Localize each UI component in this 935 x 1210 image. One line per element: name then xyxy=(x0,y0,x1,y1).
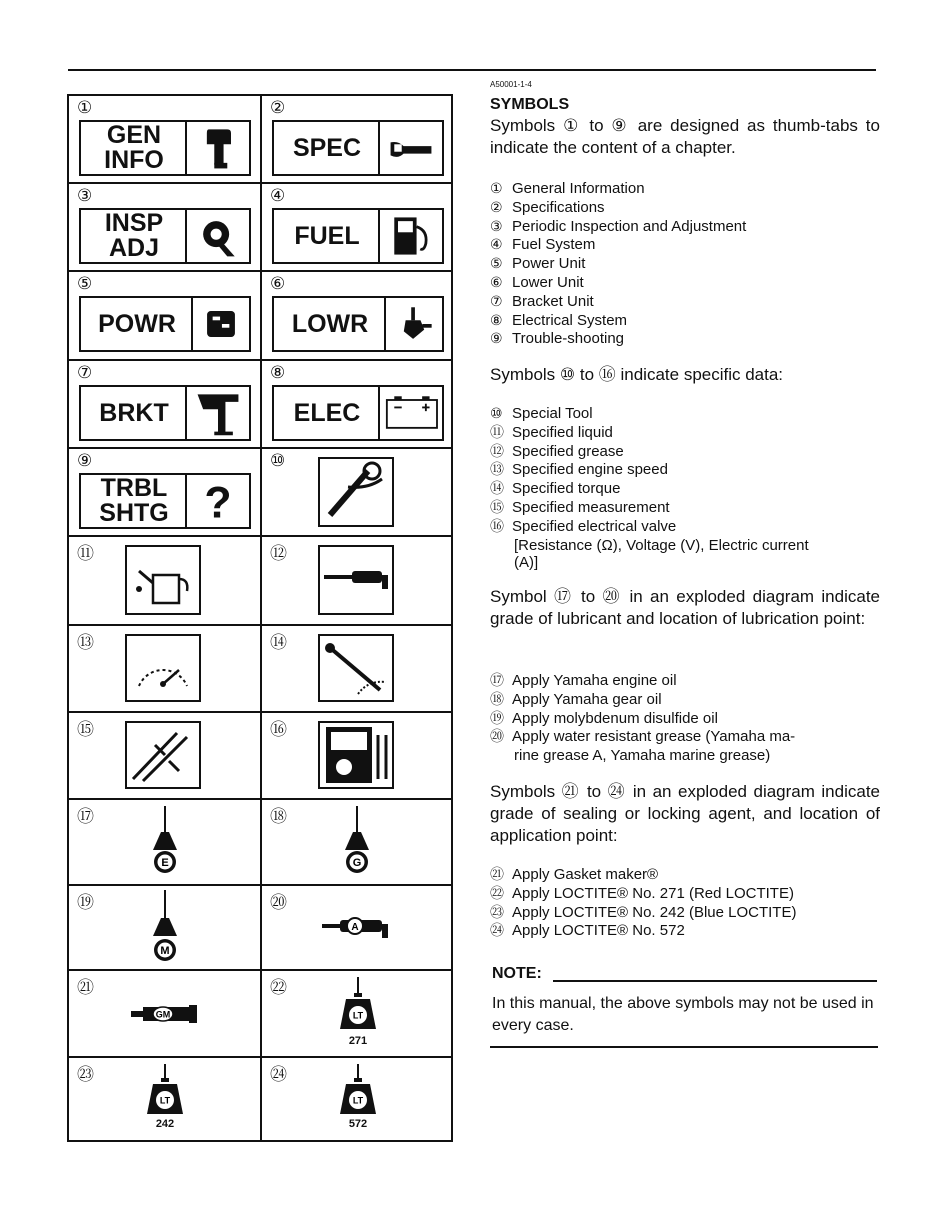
list-label: Apply LOCTITE® No. 242 (Blue LOCTITE) xyxy=(512,903,797,921)
fuel-pump-icon xyxy=(378,210,442,262)
list-item xyxy=(490,499,809,518)
symbol-grid xyxy=(67,94,453,1142)
list-item xyxy=(490,405,809,424)
list-item xyxy=(490,461,809,480)
trbl-shtg-tab xyxy=(79,473,251,529)
symbol-number: ⑩ xyxy=(270,451,286,471)
symbol-number: ⑦ xyxy=(77,363,93,383)
special-tool-icon xyxy=(318,457,394,527)
symbol-cell-1 xyxy=(69,96,260,182)
symbol-cell-2 xyxy=(262,96,453,182)
tab-label: SPEC xyxy=(292,133,362,162)
list-label: Apply LOCTITE® No. 572 xyxy=(512,922,685,940)
list-marker: ㉑ xyxy=(490,867,504,883)
list-marker: ⑮ xyxy=(490,499,504,516)
list-label: Specified electrical valve xyxy=(512,517,677,535)
symbol-cell-9 xyxy=(69,449,260,535)
oil-grade-letter: G xyxy=(352,857,362,869)
symbol-number: ㉒ xyxy=(270,978,287,998)
data-list xyxy=(490,405,809,572)
list-item xyxy=(490,443,809,462)
tab-label: POWR xyxy=(98,309,176,338)
symbol-number: ⑫ xyxy=(270,544,287,564)
symbol-number: ⑮ xyxy=(77,720,94,740)
engine-oil-icon xyxy=(145,806,185,880)
list-label: Apply Yamaha gear oil xyxy=(512,690,662,708)
list-marker: ① xyxy=(490,181,503,197)
tab-label-line2: INFO xyxy=(104,146,164,174)
powr-tab xyxy=(79,296,251,352)
list-label: Fuel System xyxy=(512,236,596,254)
list-item xyxy=(490,424,809,443)
symbol-number: ㉔ xyxy=(270,1065,287,1085)
gen-info-tab xyxy=(79,120,251,176)
symbol-cell-3 xyxy=(69,184,260,270)
list-label: Apply Yamaha engine oil xyxy=(512,672,677,689)
list-marker: ⑯ xyxy=(490,518,504,535)
symbol-cell-10 xyxy=(262,449,453,535)
caliper-icon xyxy=(125,721,201,789)
seal-intro: Symbols ㉑ to ㉔ in an exploded diagram indicate grade of sealing or locking agent, and location of application point: xyxy=(490,782,880,845)
loctite-271-icon xyxy=(336,977,380,1035)
water-resistant-grease-icon xyxy=(322,912,394,942)
list-label: Special Tool xyxy=(512,405,593,422)
list-marker: ⑧ xyxy=(490,312,503,329)
list-marker: ⑥ xyxy=(490,274,503,291)
symbol-cell-19 xyxy=(69,886,260,969)
battery-icon xyxy=(378,387,442,439)
list-item xyxy=(490,312,746,331)
list-marker: ㉒ xyxy=(490,885,504,902)
loctite-number: 572 xyxy=(348,1118,368,1130)
list-marker: ⑲ xyxy=(490,710,504,727)
elec-tab xyxy=(272,385,444,441)
list-marker: ⑬ xyxy=(490,462,504,479)
micrometer-icon xyxy=(378,122,442,174)
list-item xyxy=(490,728,795,747)
list-item xyxy=(490,518,809,537)
list-label: Trouble-shooting xyxy=(512,330,625,348)
torque-wrench-icon xyxy=(318,634,394,702)
list-label: Apply LOCTITE® No. 271 (Red LOCTITE) xyxy=(512,884,794,902)
intro-paragraph: Symbols ① to ⑨ are designed as thumb-tabs to indicate the content of a chapter. xyxy=(490,116,880,157)
list-marker: ⑩ xyxy=(490,406,503,422)
symbol-cell-5 xyxy=(69,272,260,359)
fuel-tab xyxy=(272,208,444,264)
question-mark-icon xyxy=(185,475,249,527)
gear-oil-icon xyxy=(337,806,377,880)
list-item xyxy=(490,330,746,349)
tab-label: LOWR xyxy=(291,309,369,338)
gasket-maker-tube-icon xyxy=(131,999,203,1029)
symbol-cell-14 xyxy=(262,626,453,711)
symbol-number: ⑨ xyxy=(77,451,93,471)
symbol-cell-16 xyxy=(262,713,453,798)
list-item xyxy=(490,922,796,941)
symbol-number: ② xyxy=(270,98,286,118)
list-item xyxy=(490,691,795,710)
list-label: Specifications xyxy=(512,198,605,216)
list-label: Specified engine speed xyxy=(512,461,668,479)
tab-label xyxy=(81,210,187,262)
brkt-tab xyxy=(79,385,251,441)
list-marker: ⑭ xyxy=(490,481,504,498)
list-marker: ⑱ xyxy=(490,691,504,708)
tab-label: FUEL xyxy=(294,221,360,250)
loctite-number: 242 xyxy=(155,1118,175,1130)
symbol-number: ⑳ xyxy=(270,893,287,913)
symbol-number: ⑰ xyxy=(77,807,94,827)
list-marker: ⑰ xyxy=(490,673,504,689)
oil-grade-letter: M xyxy=(160,945,170,957)
list-item xyxy=(490,904,796,923)
chapter-list xyxy=(490,180,746,349)
list-label: Bracket Unit xyxy=(512,292,594,310)
loctite-242-icon xyxy=(143,1064,187,1118)
spec-tab xyxy=(272,120,444,176)
tab-label-line2: SHTG xyxy=(99,499,169,527)
symbol-number: ⑪ xyxy=(77,544,94,564)
list-marker: ⑫ xyxy=(490,443,504,460)
lube-intro: Symbol ⑰ to ⑳ in an exploded diagram indicate grade of lubricant and location of lubrication point: xyxy=(490,587,880,628)
symbol-number: ⑯ xyxy=(270,720,287,740)
tab-label-line1: TRBL xyxy=(100,474,168,502)
symbol-number: ⑤ xyxy=(77,274,93,294)
list-label: General Information xyxy=(512,180,645,197)
list-note: [Resistance (Ω), Voltage (V), Electric current xyxy=(514,536,809,554)
lube-list xyxy=(490,672,795,765)
tab-label-line2: ADJ xyxy=(108,234,159,262)
seal-list xyxy=(490,866,796,941)
list-label: Apply water resistant grease (Yamaha ma- xyxy=(512,728,796,746)
symbol-cell-17 xyxy=(69,800,260,884)
list-label: Specified measurement xyxy=(512,498,670,516)
note-text: In this manual, the above symbols may not be used in every case. xyxy=(492,995,874,1034)
list-item xyxy=(490,218,746,237)
list-label: Electrical System xyxy=(512,311,628,329)
loctite-label: LT xyxy=(352,1095,364,1106)
list-marker: ㉓ xyxy=(490,904,504,921)
inspection-wrench-icon xyxy=(185,210,249,262)
loctite-label: LT xyxy=(352,1010,364,1021)
tachometer-icon xyxy=(125,634,201,702)
symbol-number: ⑥ xyxy=(270,274,286,294)
oil-can-icon xyxy=(125,545,201,615)
list-item xyxy=(490,672,795,691)
list-item xyxy=(490,710,795,729)
svg-text:?: ? xyxy=(204,478,232,527)
list-note: rine grease A, Yamaha marine grease) xyxy=(514,747,771,765)
list-item xyxy=(490,236,746,255)
list-marker: ⑦ xyxy=(490,293,503,310)
outboard-motor-icon xyxy=(185,122,249,174)
list-item xyxy=(490,199,746,218)
oil-grade-letter: E xyxy=(161,857,169,869)
gasket-maker-label: GM xyxy=(155,1009,171,1020)
symbol-number: ㉓ xyxy=(77,1065,94,1085)
list-marker: ② xyxy=(490,199,503,216)
note-heading: NOTE: xyxy=(492,965,542,982)
lower-unit-icon xyxy=(384,298,442,350)
tab-label-line1: GEN xyxy=(106,121,162,149)
tab-label xyxy=(81,122,187,174)
symbol-cell-18 xyxy=(262,800,453,884)
section-heading: SYMBOLS xyxy=(490,96,570,113)
list-item xyxy=(490,866,796,885)
symbol-number: ⑬ xyxy=(77,633,94,653)
symbol-cell-11 xyxy=(69,537,260,624)
symbol-cell-23 xyxy=(69,1058,260,1142)
symbol-number: ⑧ xyxy=(270,363,286,383)
symbol-cell-21 xyxy=(69,971,260,1056)
symbol-number: ㉑ xyxy=(77,978,94,998)
list-item xyxy=(490,180,746,199)
loctite-number: 271 xyxy=(348,1035,368,1047)
tab-label xyxy=(81,475,187,527)
symbol-cell-22 xyxy=(262,971,453,1056)
symbol-cell-15 xyxy=(69,713,260,798)
list-label: Periodic Inspection and Adjustment xyxy=(512,217,747,235)
doc-code: A50001-1-4 xyxy=(490,80,532,89)
note-rule xyxy=(553,980,877,982)
grease-grade-letter: A xyxy=(351,922,359,933)
list-label: Lower Unit xyxy=(512,273,584,291)
symbol-cell-4 xyxy=(262,184,453,270)
list-marker: ④ xyxy=(490,237,503,254)
symbol-cell-8 xyxy=(262,361,453,447)
insp-adj-tab xyxy=(79,208,251,264)
loctite-572-icon xyxy=(336,1064,380,1118)
symbol-number: ⑭ xyxy=(270,633,287,653)
symbol-cell-24 xyxy=(262,1058,453,1142)
symbol-cell-6 xyxy=(262,272,453,359)
list-label: Apply Gasket maker® xyxy=(512,866,659,883)
symbol-cell-20 xyxy=(262,886,453,969)
list-marker: ⑨ xyxy=(490,331,503,348)
list-marker: ⑪ xyxy=(490,424,504,441)
tab-label-line1: INSP xyxy=(104,209,164,237)
list-item xyxy=(490,293,746,312)
tab-label: BRKT xyxy=(99,398,169,427)
bracket-icon xyxy=(185,387,249,439)
list-marker: ㉔ xyxy=(490,923,504,940)
list-label: Apply molybdenum disulfide oil xyxy=(512,709,718,727)
list-label: Specified grease xyxy=(512,442,624,460)
list-marker: ⑳ xyxy=(490,729,504,746)
symbol-cell-7 xyxy=(69,361,260,447)
end-rule xyxy=(490,1046,878,1048)
list-label: Specified torque xyxy=(512,480,621,498)
multimeter-icon xyxy=(318,721,394,789)
tab-label: ELEC xyxy=(293,398,361,427)
list-item xyxy=(490,274,746,293)
list-item xyxy=(490,255,746,274)
list-item xyxy=(490,885,796,904)
list-label: Specified liquid xyxy=(512,423,613,441)
moly-oil-icon xyxy=(145,890,185,966)
loctite-label: LT xyxy=(159,1095,171,1106)
list-marker: ⑤ xyxy=(490,256,503,273)
power-unit-icon xyxy=(191,298,249,350)
symbol-number: ⑱ xyxy=(270,807,287,827)
symbol-cell-12 xyxy=(262,537,453,624)
symbol-cell-13 xyxy=(69,626,260,711)
symbol-number: ⑲ xyxy=(77,893,94,913)
list-label: Power Unit xyxy=(512,255,586,273)
list-item xyxy=(490,480,809,499)
grease-gun-icon xyxy=(318,545,394,615)
symbol-number: ① xyxy=(77,98,93,118)
data-intro: Symbols ⑩ to ⑯ indicate specific data: xyxy=(490,365,784,384)
list-marker: ③ xyxy=(490,218,503,235)
top-rule xyxy=(68,69,876,71)
list-note: (A)] xyxy=(514,554,539,572)
symbol-number: ③ xyxy=(77,186,93,206)
symbol-number: ④ xyxy=(270,186,286,206)
lowr-tab xyxy=(272,296,444,352)
